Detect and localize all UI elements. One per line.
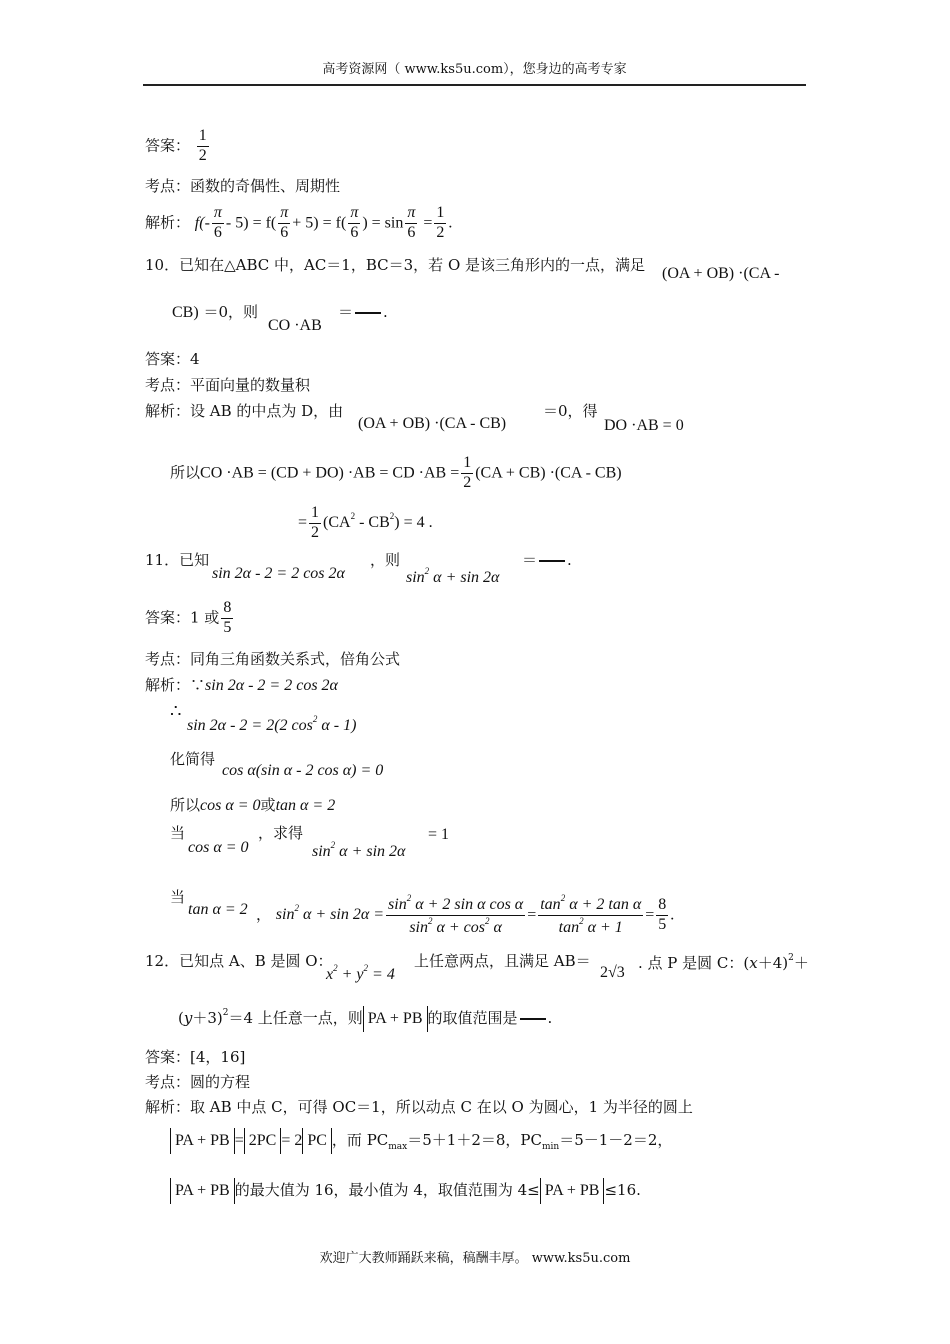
q11-analysis: 解析：∵sin 2α - 2 = 2 cos 2α	[145, 676, 338, 694]
q11-stem2: ，则	[370, 551, 401, 569]
q11-get: ，求得	[258, 824, 304, 842]
q11-topic: 考点：同角三角函数关系式，倍角公式	[145, 650, 401, 668]
q11-when2: 当	[170, 888, 186, 906]
q12-line2: $(y+3)^2=4$ 上任意一点，则 PA + PB 的取值范围是 .	[178, 1006, 552, 1032]
q12-line-b: PA + PB 的最大值为 16，最小值为 4，取值范围为 4≤ PA + PB ≤16.	[170, 1178, 641, 1204]
q12-line-a: PA + PB = 2PC = 2 PC ，而 $PC_{max}=5+1+2=8$，$PC_{min}=5-1-2=2$，	[170, 1128, 672, 1154]
q9-answer: 答案： $\frac{1}{2}$	[145, 127, 207, 164]
q11-line5c: = 1	[428, 826, 450, 843]
q10-topic: 考点：平面向量的数量积	[145, 376, 311, 394]
q11-answer: 答案：1 或 $\frac{8}{5}$	[145, 599, 232, 636]
therefore-symbol: ∴	[170, 701, 182, 722]
q11-condition: sin 2α - 2 = 2 cos 2α	[212, 565, 345, 582]
q10-blank: ＝ .	[338, 303, 388, 321]
q11-when1: 当	[170, 824, 186, 842]
q11-target: $\sin^2 \alpha + \sin 2\alpha$	[406, 566, 500, 586]
q9-answer-fraction: $\frac{1}{2}$	[198, 127, 207, 164]
q12-answer: 答案：[4，16]	[145, 1048, 246, 1066]
q12-stem-c: . 点 P 是圆 C：$(x+4)^2+$	[638, 953, 809, 972]
q11-line2: sin 2α - 2 = 2(2 $\cos^2 \alpha - 1$)	[187, 714, 357, 734]
q12-topic: 考点：圆的方程	[145, 1073, 251, 1091]
q11-line5a: cos α = 0	[188, 839, 249, 856]
q11-line4: 所以cos α = 0或tan α = 2	[170, 796, 336, 814]
q11-line3: cos α(sin α - 2 cos α) = 0	[222, 762, 384, 779]
q11-blank: ＝ .	[522, 551, 572, 569]
page-footer: 欢迎广大教师踊跃来稿，稿酬丰厚。 www.ks5u.com	[319, 1251, 631, 1266]
q10-condition: (OA + OB) ·(CA -	[662, 265, 780, 282]
q11-line6a: tan α = 2	[188, 901, 248, 918]
q12-stem-b: 上任意两点，且满足 AB＝	[414, 952, 591, 970]
q11-simp-label: 化简得	[170, 750, 216, 768]
q11-line6: ， $\sin^2 \alpha + \sin 2\alpha$ = $\frac{\sin^2 \alpha + 2 \sin \alpha \cos \alpha}{\sin^2 \alpha + \cos^2 \alpha}$ = $\frac{\tan^2 \alpha + 2 \tan \alpha}{\tan^2 \alpha + 1}$ = $\frac{8}{5}$ .	[256, 893, 675, 936]
q12-analysis: 解析：取 AB 中点 C，可得 OC＝1，所以动点 C 在以 O 为圆心，1 为半径的圆上	[145, 1098, 693, 1116]
q10-line2: 所以CO ·AB = (CD + DO) ·AB = CD ·AB = $\frac{1}{2}$ (CA + CB) ·(CA - CB)	[170, 454, 622, 491]
q12-ab-value: 2√3	[600, 964, 625, 981]
q10-line3: = $\frac{1}{2}$ $(CA^2 - CB^2) = 4$ .	[298, 504, 433, 541]
q10-analysis: 解析：设 AB 的中点为 D，由	[145, 402, 344, 420]
q10-stem-line2: CB) ＝0，则	[172, 303, 258, 321]
q11-line5b: $\sin^2 \alpha + \sin 2\alpha$	[312, 840, 406, 860]
q11-stem: 11．已知	[145, 551, 210, 569]
q10-target: CO ·AB	[268, 317, 322, 334]
q9-analysis: 解析： f(- $\frac{\pi}{6}$ - 5) = f( $\frac{\pi}{6}$ + 5) = f( $\frac{\pi}{6}$ ) = sin $\frac{\pi}{6}$ = $\frac{1}{2}$ .	[145, 204, 453, 241]
q10-stem: 10．已知在△ABC 中，AC＝1，BC＝3，若 O 是该三角形内的一点，满足	[145, 256, 646, 274]
q10-expr1: (OA + OB) ·(CA - CB)	[358, 415, 507, 432]
q10-mid: ＝0，得	[543, 402, 598, 420]
q10-expr2: DO ·AB = 0	[604, 417, 684, 434]
q12-stem: 12．已知点 A、B 是圆 O：	[145, 952, 333, 970]
q10-answer: 答案：4	[145, 350, 200, 368]
page-header: 高考资源网（ www.ks5u.com），您身边的高考专家	[143, 58, 806, 86]
q12-circle: $x^2 + y^2 = 4$	[326, 963, 395, 983]
q9-topic: 考点：函数的奇偶性、周期性	[145, 177, 341, 195]
